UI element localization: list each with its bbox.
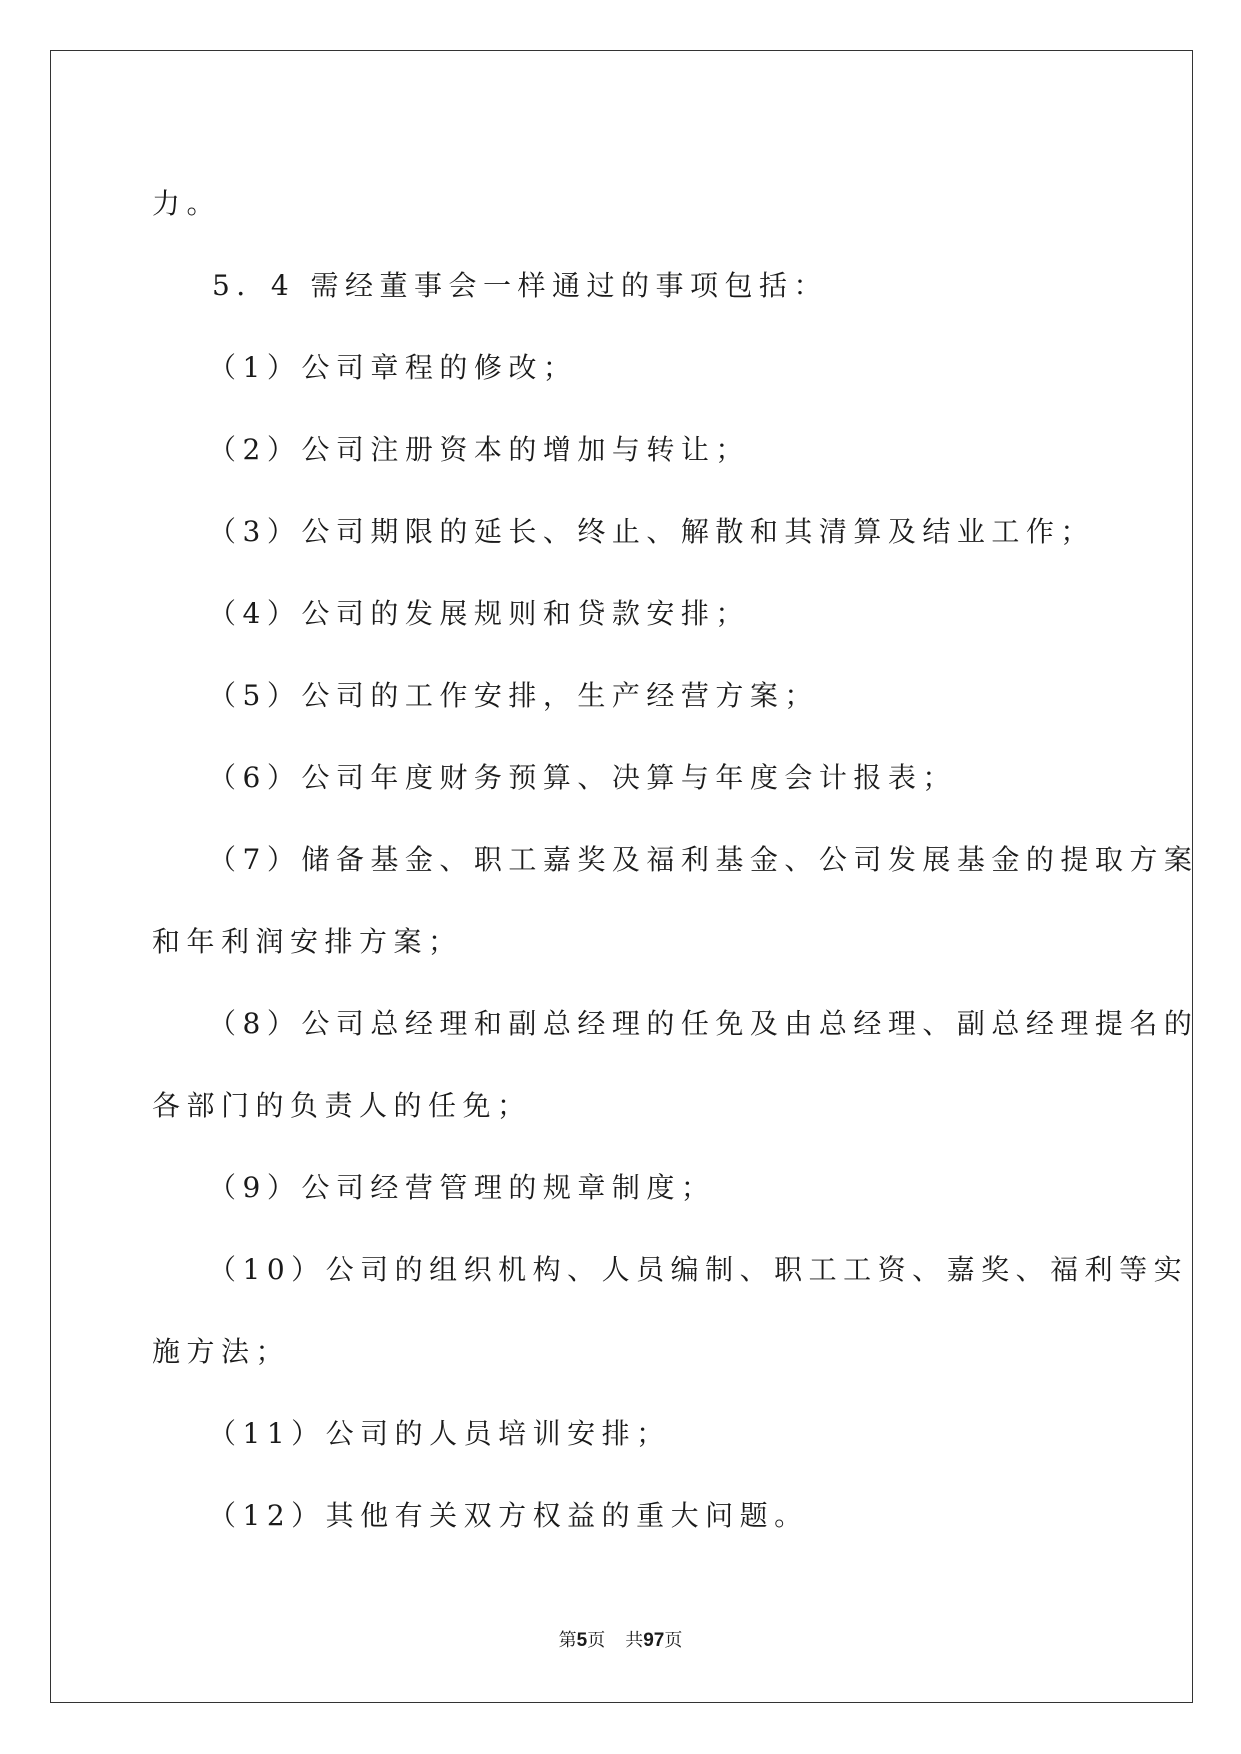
list-item: （3）公司期限的延长、终止、解散和其清算及结业工作； xyxy=(208,515,1095,548)
page-number: 5 xyxy=(576,1630,588,1651)
list-item-continuation: 各部门的负责人的任免； xyxy=(152,1089,532,1122)
list-item-continuation: 和年利润安排方案； xyxy=(152,925,463,958)
document-body xyxy=(152,163,1199,1557)
list-item: （4）公司的发展规则和贷款安排； xyxy=(208,597,750,630)
page-suffix: 页 xyxy=(587,1630,606,1651)
total-prefix: 共 xyxy=(625,1630,644,1651)
text-line: 力。 xyxy=(152,187,222,220)
list-item: （6）公司年度财务预算、决算与年度会计报表； xyxy=(208,761,957,794)
page-prefix: 第 xyxy=(558,1630,577,1651)
list-item: （2）公司注册资本的增加与转让； xyxy=(208,433,750,466)
page-footer xyxy=(0,1629,1241,1653)
list-item: （1）公司章程的修改； xyxy=(208,351,578,384)
list-item: （5）公司的工作安排，生产经营方案； xyxy=(208,679,819,712)
section-heading: 5．4 需经董事会一样通过的事项包括： xyxy=(212,269,829,302)
list-item-continuation: 施方法； xyxy=(152,1335,291,1368)
total-suffix: 页 xyxy=(664,1630,683,1651)
list-item: （10）公司的组织机构、人员编制、职工工资、嘉奖、福利等实 xyxy=(208,1253,1189,1286)
list-item: （7）储备基金、职工嘉奖及福利基金、公司发展基金的提取方案 xyxy=(208,843,1199,876)
list-item: （8）公司总经理和副总经理的任免及由总经理、副总经理提名的 xyxy=(208,1007,1199,1040)
list-item: （12）其他有关双方权益的重大问题。 xyxy=(208,1499,809,1532)
total-pages: 97 xyxy=(643,1630,665,1651)
list-item: （11）公司的人员培训安排； xyxy=(208,1417,671,1450)
list-item: （9）公司经营管理的规章制度； xyxy=(208,1171,716,1204)
